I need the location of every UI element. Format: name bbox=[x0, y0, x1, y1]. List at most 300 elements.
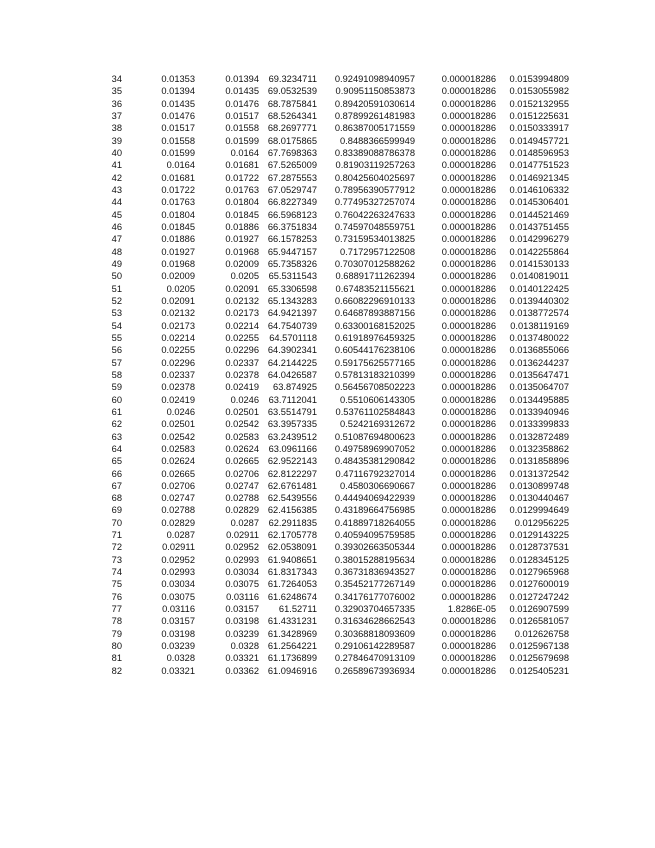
table-cell: 0.02132 bbox=[161, 308, 195, 319]
table-cell: 0.0127247242 bbox=[509, 591, 569, 602]
table-cell: 56 bbox=[111, 345, 122, 356]
table-cell: 66.1578253 bbox=[267, 234, 317, 245]
table-cell: 0.01722 bbox=[161, 184, 195, 195]
table-row bbox=[96, 357, 596, 369]
table-cell: 0.39302663505344 bbox=[334, 542, 415, 553]
table-cell: 54 bbox=[111, 320, 122, 331]
table-cell: 0.02911 bbox=[226, 530, 259, 541]
table-cell: 55 bbox=[111, 332, 122, 343]
table-cell: 53 bbox=[111, 308, 122, 319]
table-cell: 0.02706 bbox=[161, 480, 195, 491]
table-row bbox=[96, 283, 596, 295]
table-cell: 63.0961166 bbox=[268, 443, 317, 454]
table-cell: 81 bbox=[111, 653, 122, 664]
table-cell: 35 bbox=[111, 86, 122, 97]
table-cell: 0.60544176238106 bbox=[334, 345, 415, 356]
table-cell: 65.3306598 bbox=[267, 283, 317, 294]
table-cell: 0.0137480022 bbox=[509, 332, 569, 343]
table-cell: 0.27846470913109 bbox=[334, 653, 415, 664]
table-cell: 0.40594095759585 bbox=[334, 530, 415, 541]
table-cell: 0.000018286 bbox=[441, 221, 496, 232]
table-cell: 0.000018286 bbox=[441, 406, 496, 417]
table-cell: 0.35452177267149 bbox=[334, 579, 415, 590]
table-cell: 0.000018286 bbox=[441, 665, 496, 676]
table-row bbox=[96, 344, 596, 356]
table-cell: 0.59175625577165 bbox=[334, 357, 415, 368]
table-cell: 0.03198 bbox=[161, 628, 195, 639]
table-cell: 0.02255 bbox=[161, 345, 195, 356]
table-cell: 0.0205 bbox=[166, 283, 195, 294]
table-cell: 64.9421397 bbox=[267, 308, 317, 319]
table-cell: 0.02911 bbox=[162, 542, 195, 553]
table-cell: 0.000018286 bbox=[441, 98, 496, 109]
table-cell: 0.0141530133 bbox=[509, 258, 569, 269]
table-row bbox=[96, 122, 596, 134]
table-cell: 69 bbox=[111, 505, 122, 516]
table-cell: 0.0146921345 bbox=[509, 172, 569, 183]
table-cell: 0.0127965968 bbox=[509, 567, 569, 578]
table-cell: 0.02419 bbox=[225, 382, 259, 393]
table-cell: 0.01927 bbox=[225, 234, 259, 245]
table-cell: 0.47116792327014 bbox=[335, 468, 415, 479]
table-row bbox=[96, 369, 596, 381]
table-cell: 0.02747 bbox=[161, 493, 195, 504]
table-cell: 0.02583 bbox=[225, 431, 259, 442]
table-cell: 0.000018286 bbox=[441, 86, 496, 97]
table-cell: 0.01763 bbox=[225, 184, 259, 195]
table-cell: 0.36731836943527 bbox=[334, 567, 415, 578]
table-cell: 0.02132 bbox=[225, 295, 259, 306]
table-cell: 0.02829 bbox=[161, 517, 195, 528]
table-cell: 0.000018286 bbox=[441, 74, 496, 84]
table-cell: 0.0150333917 bbox=[509, 123, 569, 134]
table-cell: 61.7264053 bbox=[267, 579, 317, 590]
table-cell: 0.02624 bbox=[161, 456, 195, 467]
table-row bbox=[96, 85, 596, 97]
table-cell: 72 bbox=[111, 542, 122, 553]
table-cell: 0.0142255864 bbox=[509, 246, 569, 257]
table-cell: 0.0146106332 bbox=[509, 184, 569, 195]
table-row bbox=[96, 147, 596, 159]
table-cell: 61.2564221 bbox=[267, 641, 317, 652]
table-row bbox=[96, 307, 596, 319]
table-cell: 0.02952 bbox=[225, 542, 259, 553]
table-cell: 0.03075 bbox=[161, 591, 195, 602]
table-cell: 0.66082296910133 bbox=[334, 295, 415, 306]
table-row bbox=[96, 233, 596, 245]
table-cell: 64 bbox=[111, 443, 122, 454]
table-row bbox=[96, 221, 596, 233]
table-cell: 45 bbox=[111, 209, 122, 220]
table-cell: 63.5514791 bbox=[267, 406, 317, 417]
table-cell: 0.76042263247633 bbox=[334, 209, 415, 220]
table-row bbox=[96, 406, 596, 418]
table-cell: 0.0153055982 bbox=[509, 86, 569, 97]
table-cell: 0.012956225 bbox=[514, 517, 569, 528]
table-cell: 0.000018286 bbox=[441, 172, 496, 183]
table-cell: 62.9522143 bbox=[267, 456, 317, 467]
table-row bbox=[96, 628, 596, 640]
table-row bbox=[96, 554, 596, 566]
table-cell: 44 bbox=[111, 197, 122, 208]
table-cell: 0.73159534013825 bbox=[334, 234, 415, 245]
table-cell: 64.5701118 bbox=[269, 332, 317, 343]
table-cell: 61.8317343 bbox=[267, 567, 317, 578]
table-cell: 0.000018286 bbox=[441, 567, 496, 578]
table-cell: 0.000018286 bbox=[441, 110, 496, 121]
table-row bbox=[96, 246, 596, 258]
table-cell: 0.61918976459325 bbox=[334, 332, 415, 343]
table-row bbox=[96, 480, 596, 492]
table-cell: 0.01517 bbox=[225, 110, 259, 121]
table-cell: 46 bbox=[111, 221, 122, 232]
table-cell: 0.0246 bbox=[230, 394, 259, 405]
table-cell: 0.03157 bbox=[161, 616, 195, 627]
table-cell: 0.000018286 bbox=[441, 184, 496, 195]
table-cell: 0.000018286 bbox=[441, 628, 496, 639]
table-cell: 0.000018286 bbox=[441, 517, 496, 528]
table-cell: 0.02747 bbox=[225, 480, 259, 491]
table-row bbox=[96, 135, 596, 147]
table-row bbox=[96, 504, 596, 516]
table-cell: 0.000018286 bbox=[441, 123, 496, 134]
table-cell: 50 bbox=[111, 271, 122, 282]
table-cell: 0.29106142289587 bbox=[334, 641, 415, 652]
table-cell: 0.01394 bbox=[225, 74, 259, 84]
table-row bbox=[96, 172, 596, 184]
table-cell: 0.0147751523 bbox=[509, 160, 569, 171]
table-cell: 0.03157 bbox=[225, 604, 259, 615]
table-cell: 0.01353 bbox=[161, 74, 195, 84]
table-cell: 0.02337 bbox=[225, 357, 259, 368]
table-cell: 61.4331231 bbox=[267, 616, 317, 627]
table-cell: 0.000018286 bbox=[441, 591, 496, 602]
table-cell: 0.000018286 bbox=[441, 616, 496, 627]
table-cell: 0.02706 bbox=[225, 468, 259, 479]
table-cell: 0.49758969907052 bbox=[334, 443, 415, 454]
table-cell: 0.32903704657335 bbox=[334, 604, 415, 615]
table-cell: 64.3902341 bbox=[267, 345, 317, 356]
table-cell: 0.0138119169 bbox=[510, 320, 569, 331]
table-cell: 0.02993 bbox=[161, 567, 195, 578]
table-cell: 0.02091 bbox=[225, 283, 259, 294]
table-cell: 0.000018286 bbox=[441, 653, 496, 664]
table-cell: 0.01599 bbox=[225, 135, 259, 146]
table-cell: 0.0126581057 bbox=[509, 616, 569, 627]
table-cell: 65 bbox=[111, 456, 122, 467]
table-cell: 0.0142996279 bbox=[509, 234, 569, 245]
table-cell: 34 bbox=[111, 74, 122, 84]
table-row bbox=[96, 541, 596, 553]
table-cell: 0.000018286 bbox=[441, 271, 496, 282]
table-cell: 79 bbox=[111, 628, 122, 639]
table-row bbox=[96, 159, 596, 171]
table-cell: 0.000018286 bbox=[441, 357, 496, 368]
table-cell: 0.02542 bbox=[161, 431, 195, 442]
table-cell: 0.02378 bbox=[161, 382, 195, 393]
table-cell: 0.0139440302 bbox=[509, 295, 569, 306]
table-cell: 0.02501 bbox=[225, 406, 259, 417]
table-cell: 0.0130440467 bbox=[509, 493, 569, 504]
table-cell: 65.7358326 bbox=[267, 258, 317, 269]
table-row bbox=[96, 517, 596, 529]
table-cell: 0.81903119257263 bbox=[335, 160, 415, 171]
table-cell: 75 bbox=[111, 579, 122, 590]
table-cell: 0.000018286 bbox=[441, 369, 496, 380]
table-cell: 59 bbox=[111, 382, 122, 393]
table-row bbox=[96, 270, 596, 282]
table-cell: 77 bbox=[111, 604, 122, 615]
table-cell: 62.6761481 bbox=[267, 480, 317, 491]
table-cell: 0.0128737531 bbox=[509, 542, 569, 553]
table-cell: 41 bbox=[111, 160, 122, 171]
table-cell: 0.01517 bbox=[161, 123, 195, 134]
table-cell: 0.02665 bbox=[225, 456, 259, 467]
table-cell: 68 bbox=[111, 493, 122, 504]
table-cell: 61.1736899 bbox=[267, 653, 317, 664]
table-cell: 63.2439512 bbox=[267, 431, 317, 442]
table-cell: 0.01476 bbox=[161, 110, 195, 121]
table-cell: 0.80425604025697 bbox=[334, 172, 415, 183]
table-cell: 0.01476 bbox=[225, 98, 259, 109]
table-cell: 0.02173 bbox=[225, 308, 259, 319]
table-cell: 0.000018286 bbox=[441, 320, 496, 331]
table-cell: 0.000018286 bbox=[441, 542, 496, 553]
table-cell: 0.03321 bbox=[161, 665, 195, 676]
table-cell: 0.0246 bbox=[166, 406, 195, 417]
table-cell: 66.8227349 bbox=[267, 197, 317, 208]
table-cell: 71 bbox=[111, 530, 122, 541]
table-cell: 0.02214 bbox=[225, 320, 259, 331]
table-cell: 65.9447157 bbox=[267, 246, 317, 257]
table-cell: 0.0153994809 bbox=[509, 74, 569, 84]
table-cell: 52 bbox=[111, 295, 122, 306]
table-cell: 0.8488366599949 bbox=[340, 135, 415, 146]
table-cell: 0.0136855066 bbox=[509, 345, 569, 356]
table-cell: 0.000018286 bbox=[441, 554, 496, 565]
table-cell: 0.0152132955 bbox=[509, 98, 569, 109]
table-cell: 0.7172957122508 bbox=[340, 246, 415, 257]
table-cell: 0.77495327257074 bbox=[334, 197, 415, 208]
table-row bbox=[96, 652, 596, 664]
table-cell: 0.0328 bbox=[166, 653, 195, 664]
table-cell: 48 bbox=[111, 246, 122, 257]
table-cell: 0.000018286 bbox=[441, 197, 496, 208]
table-cell: 0.4580306690667 bbox=[340, 480, 415, 491]
table-cell: 0.000018286 bbox=[441, 431, 496, 442]
table-cell: 67.0529747 bbox=[267, 184, 317, 195]
table-cell: 0.0131372542 bbox=[509, 468, 569, 479]
table-cell: 58 bbox=[111, 369, 122, 380]
table-cell: 61.6248674 bbox=[267, 591, 317, 602]
table-cell: 62.8122297 bbox=[267, 468, 317, 479]
table-cell: 0.26589673936934 bbox=[334, 665, 415, 676]
table-row bbox=[96, 295, 596, 307]
table-cell: 0.02009 bbox=[225, 258, 259, 269]
table-row bbox=[96, 332, 596, 344]
table-cell: 67.2875553 bbox=[267, 172, 317, 183]
table-cell: 0.51087694800623 bbox=[334, 431, 415, 442]
table-cell: 63 bbox=[111, 431, 122, 442]
table-row bbox=[96, 443, 596, 455]
table-cell: 0.02829 bbox=[225, 505, 259, 516]
table-cell: 65.5311543 bbox=[268, 271, 317, 282]
table-cell: 0.01886 bbox=[161, 234, 195, 245]
table-cell: 64.2144225 bbox=[267, 357, 317, 368]
table-cell: 0.03239 bbox=[225, 628, 259, 639]
table-cell: 0.0133940946 bbox=[509, 406, 569, 417]
table-cell: 0.02788 bbox=[225, 493, 259, 504]
table-cell: 0.02993 bbox=[225, 554, 259, 565]
table-cell: 0.0328 bbox=[230, 641, 259, 652]
table-cell: 68.2697771 bbox=[267, 123, 317, 134]
table-cell: 0.01435 bbox=[161, 98, 195, 109]
table-cell: 62.5439556 bbox=[267, 493, 317, 504]
table-cell: 40 bbox=[111, 147, 122, 158]
table-cell: 0.000018286 bbox=[441, 419, 496, 430]
table-cell: 61.0946916 bbox=[267, 665, 317, 676]
table-cell: 43 bbox=[111, 184, 122, 195]
table-cell: 0.01681 bbox=[225, 160, 259, 171]
table-row bbox=[96, 578, 596, 590]
table-row bbox=[96, 258, 596, 270]
table-cell: 0.67483521155621 bbox=[335, 283, 415, 294]
table-row bbox=[96, 320, 596, 332]
table-cell: 0.000018286 bbox=[441, 468, 496, 479]
table-cell: 62.0538091 bbox=[267, 542, 317, 553]
table-row bbox=[96, 381, 596, 393]
table-cell: 0.5242169312672 bbox=[340, 419, 415, 430]
table-cell: 65.1343283 bbox=[267, 295, 317, 306]
table-cell: 0.0148596953 bbox=[509, 147, 569, 158]
table-cell: 69.0532539 bbox=[267, 86, 317, 97]
table-row bbox=[96, 196, 596, 208]
table-cell: 0.64687893887156 bbox=[334, 308, 415, 319]
table-cell: 0.000018286 bbox=[441, 209, 496, 220]
table-cell: 0.44494069422939 bbox=[334, 493, 415, 504]
table-cell: 0.03321 bbox=[225, 653, 259, 664]
table-cell: 0.000018286 bbox=[441, 530, 496, 541]
table-cell: 0.01845 bbox=[225, 209, 259, 220]
table-cell: 63.7112041 bbox=[268, 394, 317, 405]
table-cell: 0.000018286 bbox=[441, 382, 496, 393]
table-cell: 64.0426587 bbox=[267, 369, 317, 380]
table-cell: 0.70307012588262 bbox=[334, 258, 415, 269]
table-cell: 0.03239 bbox=[161, 641, 195, 652]
table-cell: 0.0138772574 bbox=[509, 308, 569, 319]
table-cell: 0.02624 bbox=[225, 443, 259, 454]
table-cell: 0.87899261481983 bbox=[334, 110, 415, 121]
table-cell: 0.0164 bbox=[230, 147, 259, 158]
table-cell: 0.0129994649 bbox=[509, 505, 569, 516]
table-row bbox=[96, 665, 596, 677]
table-cell: 0.000018286 bbox=[441, 295, 496, 306]
table-row bbox=[96, 73, 596, 85]
table-cell: 0.0125679698 bbox=[509, 653, 569, 664]
table-cell: 57 bbox=[111, 357, 122, 368]
table-cell: 0.000018286 bbox=[441, 443, 496, 454]
table-cell: 0.02009 bbox=[161, 271, 195, 282]
table-cell: 66 bbox=[111, 468, 122, 479]
table-cell: 0.02501 bbox=[161, 419, 195, 430]
table-cell: 0.0127600019 bbox=[509, 579, 569, 590]
table-cell: 0.90951150853873 bbox=[335, 86, 415, 97]
table-cell: 0.0136244237 bbox=[509, 357, 569, 368]
table-cell: 76 bbox=[111, 591, 122, 602]
table-cell: 0.0151225631 bbox=[509, 110, 569, 121]
table-cell: 0.56456708502223 bbox=[334, 382, 415, 393]
table-cell: 67.5265009 bbox=[267, 160, 317, 171]
table-cell: 0.01394 bbox=[161, 86, 195, 97]
table-cell: 74 bbox=[111, 567, 122, 578]
table-cell: 0.48435381290842 bbox=[334, 456, 415, 467]
table-cell: 0.30368818093609 bbox=[334, 628, 415, 639]
table-cell: 0.38015288195634 bbox=[334, 554, 415, 565]
table-cell: 0.0128345125 bbox=[509, 554, 569, 565]
table-cell: 0.03034 bbox=[225, 567, 259, 578]
table-cell: 0.03362 bbox=[225, 665, 259, 676]
table-cell: 0.000018286 bbox=[441, 332, 496, 343]
table-cell: 69.3234711 bbox=[268, 74, 317, 84]
table-cell: 37 bbox=[111, 110, 122, 121]
table-cell: 0.02788 bbox=[161, 505, 195, 516]
table-cell: 0.0140819011 bbox=[510, 271, 569, 282]
table-cell: 0.53761102584843 bbox=[335, 406, 415, 417]
table-cell: 67.7698363 bbox=[267, 147, 317, 158]
table-cell: 0.000018286 bbox=[441, 147, 496, 158]
table-cell: 0.0140122425 bbox=[509, 283, 569, 294]
table-row bbox=[96, 591, 596, 603]
table-row bbox=[96, 418, 596, 430]
table-cell: 0.02255 bbox=[225, 332, 259, 343]
table-row bbox=[96, 529, 596, 541]
table-cell: 0.92491098940957 bbox=[334, 74, 415, 84]
table-row bbox=[96, 566, 596, 578]
table-cell: 0.0143751455 bbox=[509, 221, 569, 232]
table-cell: 0.03116 bbox=[226, 591, 259, 602]
table-cell: 0.01927 bbox=[161, 246, 195, 257]
table-row bbox=[96, 640, 596, 652]
table-cell: 0.02952 bbox=[161, 554, 195, 565]
table-row bbox=[96, 603, 596, 615]
table-cell: 0.41889718264055 bbox=[334, 517, 415, 528]
table-cell: 42 bbox=[111, 172, 122, 183]
table-cell: 0.03116 bbox=[162, 604, 195, 615]
table-cell: 82 bbox=[111, 665, 122, 676]
table-cell: 0.02214 bbox=[161, 332, 195, 343]
table-cell: 0.63300168152025 bbox=[334, 320, 415, 331]
table-cell: 68.5264341 bbox=[267, 110, 317, 121]
table-row bbox=[96, 209, 596, 221]
table-cell: 49 bbox=[111, 258, 122, 269]
table-cell: 0.000018286 bbox=[441, 480, 496, 491]
table-cell: 0.000018286 bbox=[441, 246, 496, 257]
table-cell: 36 bbox=[111, 98, 122, 109]
table-cell: 0.01599 bbox=[161, 147, 195, 158]
data-table bbox=[96, 73, 596, 677]
table-cell: 61.9408651 bbox=[267, 554, 317, 565]
table-cell: 0.0132872489 bbox=[509, 431, 569, 442]
table-cell: 0.000018286 bbox=[441, 258, 496, 269]
table-cell: 0.0132358862 bbox=[509, 443, 569, 454]
table-cell: 0.02419 bbox=[161, 394, 195, 405]
table-cell: 0.01968 bbox=[225, 246, 259, 257]
table-cell: 62.2911835 bbox=[268, 517, 317, 528]
table-cell: 0.01558 bbox=[161, 135, 195, 146]
table-cell: 0.000018286 bbox=[441, 345, 496, 356]
table-cell: 0.0144521469 bbox=[509, 209, 569, 220]
table-cell: 0.0205 bbox=[230, 271, 259, 282]
